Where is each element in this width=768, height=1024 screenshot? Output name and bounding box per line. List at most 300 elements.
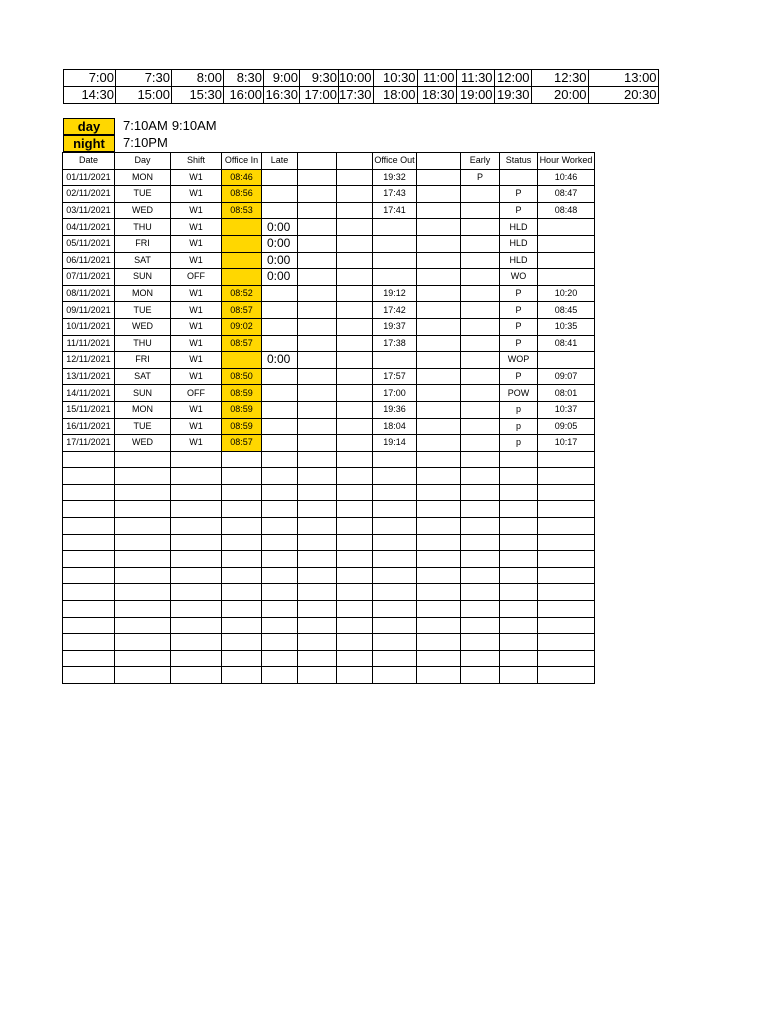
cell-day[interactable]: FRI xyxy=(115,352,171,369)
time-cell[interactable]: 18:00 xyxy=(373,87,417,104)
cell-office-out[interactable] xyxy=(373,252,417,269)
time-cell[interactable]: 12:30 xyxy=(531,70,588,87)
empty-cell[interactable] xyxy=(500,650,538,667)
cell-late[interactable] xyxy=(262,285,298,302)
cell-office-in[interactable] xyxy=(222,269,262,286)
empty-cell[interactable] xyxy=(115,584,171,601)
cell-blank-1[interactable] xyxy=(298,435,337,452)
time-cell[interactable]: 18:30 xyxy=(417,87,456,104)
time-cell[interactable]: 7:00 xyxy=(64,70,116,87)
empty-cell[interactable] xyxy=(500,667,538,684)
empty-cell[interactable] xyxy=(262,551,298,568)
cell-late[interactable] xyxy=(262,385,298,402)
cell-blank-3[interactable] xyxy=(417,285,461,302)
empty-cell[interactable] xyxy=(115,634,171,651)
cell-day[interactable]: TUE xyxy=(115,418,171,435)
empty-cell[interactable] xyxy=(373,667,417,684)
empty-cell[interactable] xyxy=(417,567,461,584)
cell-day[interactable]: TUE xyxy=(115,302,171,319)
cell-office-out[interactable]: 19:14 xyxy=(373,435,417,452)
empty-cell[interactable] xyxy=(538,451,595,468)
cell-early[interactable] xyxy=(461,401,500,418)
cell-blank-2[interactable] xyxy=(337,335,373,352)
empty-cell[interactable] xyxy=(115,650,171,667)
cell-blank-3[interactable] xyxy=(417,418,461,435)
empty-cell[interactable] xyxy=(461,567,500,584)
empty-cell[interactable] xyxy=(417,484,461,501)
empty-cell[interactable] xyxy=(417,534,461,551)
empty-cell[interactable] xyxy=(373,451,417,468)
empty-cell[interactable] xyxy=(63,617,115,634)
cell-date[interactable]: 15/11/2021 xyxy=(63,401,115,418)
empty-cell[interactable] xyxy=(222,617,262,634)
empty-cell[interactable] xyxy=(115,501,171,518)
empty-cell[interactable] xyxy=(538,667,595,684)
cell-blank-1[interactable] xyxy=(298,202,337,219)
cell-hours-worked[interactable]: 08:45 xyxy=(538,302,595,319)
cell-blank-3[interactable] xyxy=(417,318,461,335)
cell-blank-2[interactable] xyxy=(337,435,373,452)
cell-blank-2[interactable] xyxy=(337,418,373,435)
empty-cell[interactable] xyxy=(538,601,595,618)
empty-cell[interactable] xyxy=(373,617,417,634)
cell-blank-1[interactable] xyxy=(298,219,337,236)
cell-hours-worked[interactable] xyxy=(538,235,595,252)
cell-early[interactable] xyxy=(461,269,500,286)
cell-day[interactable]: SAT xyxy=(115,252,171,269)
empty-cell[interactable] xyxy=(461,451,500,468)
cell-hours-worked[interactable]: 10:37 xyxy=(538,401,595,418)
header-day[interactable]: Day xyxy=(115,153,171,170)
empty-cell[interactable] xyxy=(337,617,373,634)
empty-cell[interactable] xyxy=(63,534,115,551)
empty-cell[interactable] xyxy=(373,567,417,584)
cell-date[interactable]: 17/11/2021 xyxy=(63,435,115,452)
shift-day-end[interactable]: 9:10AM xyxy=(171,118,217,133)
empty-cell[interactable] xyxy=(500,484,538,501)
cell-status[interactable]: P xyxy=(500,186,538,203)
cell-late[interactable] xyxy=(262,418,298,435)
cell-early[interactable] xyxy=(461,186,500,203)
cell-office-out[interactable]: 17:38 xyxy=(373,335,417,352)
empty-cell[interactable] xyxy=(222,518,262,535)
cell-early[interactable]: P xyxy=(461,169,500,186)
cell-office-in[interactable]: 09:02 xyxy=(222,318,262,335)
empty-cell[interactable] xyxy=(171,567,222,584)
cell-blank-3[interactable] xyxy=(417,401,461,418)
empty-cell[interactable] xyxy=(417,468,461,485)
cell-shift[interactable]: W1 xyxy=(171,186,222,203)
empty-cell[interactable] xyxy=(222,468,262,485)
cell-blank-2[interactable] xyxy=(337,401,373,418)
cell-blank-1[interactable] xyxy=(298,186,337,203)
cell-shift[interactable]: W1 xyxy=(171,418,222,435)
empty-cell[interactable] xyxy=(115,484,171,501)
empty-cell[interactable] xyxy=(298,551,337,568)
empty-cell[interactable] xyxy=(500,601,538,618)
cell-late[interactable]: 0:00 xyxy=(262,235,298,252)
cell-shift[interactable]: W1 xyxy=(171,401,222,418)
empty-cell[interactable] xyxy=(222,534,262,551)
empty-cell[interactable] xyxy=(461,584,500,601)
cell-date[interactable]: 13/11/2021 xyxy=(63,368,115,385)
empty-cell[interactable] xyxy=(298,518,337,535)
empty-cell[interactable] xyxy=(298,468,337,485)
cell-late[interactable] xyxy=(262,401,298,418)
empty-cell[interactable] xyxy=(63,567,115,584)
cell-early[interactable] xyxy=(461,435,500,452)
time-cell[interactable]: 16:00 xyxy=(224,87,264,104)
cell-office-out[interactable]: 19:32 xyxy=(373,169,417,186)
cell-late[interactable] xyxy=(262,368,298,385)
cell-status[interactable]: p xyxy=(500,418,538,435)
cell-blank-3[interactable] xyxy=(417,186,461,203)
cell-office-out[interactable]: 17:00 xyxy=(373,385,417,402)
empty-cell[interactable] xyxy=(262,584,298,601)
cell-hours-worked[interactable] xyxy=(538,219,595,236)
cell-date[interactable]: 12/11/2021 xyxy=(63,352,115,369)
empty-cell[interactable] xyxy=(337,567,373,584)
empty-cell[interactable] xyxy=(337,634,373,651)
shift-day-label[interactable]: day xyxy=(63,118,115,135)
empty-cell[interactable] xyxy=(63,634,115,651)
empty-cell[interactable] xyxy=(222,601,262,618)
empty-cell[interactable] xyxy=(373,634,417,651)
cell-shift[interactable]: W1 xyxy=(171,202,222,219)
cell-office-in[interactable]: 08:52 xyxy=(222,285,262,302)
empty-cell[interactable] xyxy=(373,534,417,551)
cell-office-out[interactable]: 17:57 xyxy=(373,368,417,385)
empty-cell[interactable] xyxy=(373,484,417,501)
empty-cell[interactable] xyxy=(337,518,373,535)
cell-office-in[interactable]: 08:57 xyxy=(222,302,262,319)
cell-late[interactable] xyxy=(262,435,298,452)
cell-day[interactable]: WED xyxy=(115,318,171,335)
cell-blank-2[interactable] xyxy=(337,385,373,402)
cell-office-in[interactable]: 08:50 xyxy=(222,368,262,385)
time-cell[interactable]: 19:30 xyxy=(494,87,531,104)
time-cell[interactable]: 11:30 xyxy=(456,70,494,87)
empty-cell[interactable] xyxy=(500,584,538,601)
cell-blank-3[interactable] xyxy=(417,335,461,352)
cell-hours-worked[interactable]: 09:05 xyxy=(538,418,595,435)
cell-office-out[interactable]: 17:43 xyxy=(373,186,417,203)
empty-cell[interactable] xyxy=(373,501,417,518)
empty-cell[interactable] xyxy=(171,634,222,651)
cell-blank-3[interactable] xyxy=(417,435,461,452)
empty-cell[interactable] xyxy=(337,451,373,468)
time-cell[interactable]: 17:00 xyxy=(300,87,339,104)
cell-date[interactable]: 09/11/2021 xyxy=(63,302,115,319)
cell-early[interactable] xyxy=(461,318,500,335)
cell-office-out[interactable] xyxy=(373,219,417,236)
cell-status[interactable]: WOP xyxy=(500,352,538,369)
cell-shift[interactable]: W1 xyxy=(171,285,222,302)
cell-blank-2[interactable] xyxy=(337,352,373,369)
empty-cell[interactable] xyxy=(298,617,337,634)
empty-cell[interactable] xyxy=(337,534,373,551)
cell-office-in[interactable] xyxy=(222,219,262,236)
cell-date[interactable]: 08/11/2021 xyxy=(63,285,115,302)
empty-cell[interactable] xyxy=(461,534,500,551)
cell-hours-worked[interactable]: 09:07 xyxy=(538,368,595,385)
cell-hours-worked[interactable] xyxy=(538,252,595,269)
empty-cell[interactable] xyxy=(417,501,461,518)
time-cell[interactable]: 19:00 xyxy=(456,87,494,104)
cell-blank-3[interactable] xyxy=(417,235,461,252)
cell-office-out[interactable]: 17:42 xyxy=(373,302,417,319)
empty-cell[interactable] xyxy=(373,584,417,601)
cell-blank-2[interactable] xyxy=(337,318,373,335)
cell-late[interactable] xyxy=(262,318,298,335)
cell-late[interactable]: 0:00 xyxy=(262,352,298,369)
cell-date[interactable]: 01/11/2021 xyxy=(63,169,115,186)
cell-hours-worked[interactable]: 10:35 xyxy=(538,318,595,335)
cell-blank-3[interactable] xyxy=(417,169,461,186)
cell-hours-worked[interactable] xyxy=(538,352,595,369)
cell-day[interactable]: MON xyxy=(115,285,171,302)
empty-cell[interactable] xyxy=(171,468,222,485)
empty-cell[interactable] xyxy=(115,534,171,551)
cell-shift[interactable]: W1 xyxy=(171,435,222,452)
empty-cell[interactable] xyxy=(461,551,500,568)
cell-office-out[interactable]: 17:41 xyxy=(373,202,417,219)
cell-blank-1[interactable] xyxy=(298,302,337,319)
time-cell[interactable]: 16:30 xyxy=(265,87,298,102)
cell-blank-2[interactable] xyxy=(337,252,373,269)
empty-cell[interactable] xyxy=(337,501,373,518)
cell-shift[interactable]: W1 xyxy=(171,302,222,319)
empty-cell[interactable] xyxy=(538,551,595,568)
cell-office-in[interactable]: 08:53 xyxy=(222,202,262,219)
cell-status[interactable] xyxy=(500,169,538,186)
shift-night-label[interactable]: night xyxy=(63,135,115,152)
empty-cell[interactable] xyxy=(115,468,171,485)
cell-hours-worked[interactable] xyxy=(538,269,595,286)
empty-cell[interactable] xyxy=(298,650,337,667)
empty-cell[interactable] xyxy=(171,534,222,551)
cell-blank-1[interactable] xyxy=(298,352,337,369)
empty-cell[interactable] xyxy=(461,617,500,634)
cell-office-out[interactable] xyxy=(373,235,417,252)
cell-date[interactable]: 16/11/2021 xyxy=(63,418,115,435)
empty-cell[interactable] xyxy=(262,468,298,485)
cell-late[interactable] xyxy=(262,335,298,352)
cell-shift[interactable]: W1 xyxy=(171,318,222,335)
empty-cell[interactable] xyxy=(538,468,595,485)
cell-hours-worked[interactable]: 08:47 xyxy=(538,186,595,203)
empty-cell[interactable] xyxy=(461,601,500,618)
cell-early[interactable] xyxy=(461,335,500,352)
empty-cell[interactable] xyxy=(461,650,500,667)
cell-early[interactable] xyxy=(461,202,500,219)
cell-status[interactable]: P xyxy=(500,302,538,319)
cell-date[interactable]: 04/11/2021 xyxy=(63,219,115,236)
empty-cell[interactable] xyxy=(500,617,538,634)
cell-late[interactable] xyxy=(262,302,298,319)
empty-cell[interactable] xyxy=(461,468,500,485)
cell-day[interactable]: MON xyxy=(115,169,171,186)
cell-office-in[interactable]: 08:57 xyxy=(222,435,262,452)
cell-blank-1[interactable] xyxy=(298,401,337,418)
empty-cell[interactable] xyxy=(538,501,595,518)
cell-late[interactable] xyxy=(262,202,298,219)
empty-cell[interactable] xyxy=(461,667,500,684)
empty-cell[interactable] xyxy=(171,518,222,535)
cell-blank-2[interactable] xyxy=(337,202,373,219)
empty-cell[interactable] xyxy=(115,551,171,568)
empty-cell[interactable] xyxy=(63,601,115,618)
cell-date[interactable]: 14/11/2021 xyxy=(63,385,115,402)
empty-cell[interactable] xyxy=(63,584,115,601)
empty-cell[interactable] xyxy=(222,501,262,518)
cell-late[interactable] xyxy=(262,169,298,186)
cell-office-in[interactable]: 08:46 xyxy=(222,169,262,186)
cell-late[interactable]: 0:00 xyxy=(262,252,298,269)
cell-blank-2[interactable] xyxy=(337,219,373,236)
header-late[interactable]: Late xyxy=(262,153,298,170)
header-early[interactable]: Early xyxy=(461,153,500,170)
cell-shift[interactable]: OFF xyxy=(171,269,222,286)
empty-cell[interactable] xyxy=(373,551,417,568)
empty-cell[interactable] xyxy=(171,584,222,601)
cell-status[interactable]: HLD xyxy=(500,219,538,236)
cell-office-in[interactable]: 08:57 xyxy=(222,335,262,352)
cell-status[interactable]: POW xyxy=(500,385,538,402)
empty-cell[interactable] xyxy=(298,601,337,618)
cell-hours-worked[interactable]: 08:01 xyxy=(538,385,595,402)
empty-cell[interactable] xyxy=(500,468,538,485)
cell-blank-2[interactable] xyxy=(337,235,373,252)
cell-blank-1[interactable] xyxy=(298,235,337,252)
cell-office-in[interactable]: 08:56 xyxy=(222,186,262,203)
cell-hours-worked[interactable]: 10:20 xyxy=(538,285,595,302)
cell-hours-worked[interactable]: 08:41 xyxy=(538,335,595,352)
cell-shift[interactable]: W1 xyxy=(171,335,222,352)
empty-cell[interactable] xyxy=(222,584,262,601)
cell-office-out[interactable]: 19:37 xyxy=(373,318,417,335)
cell-shift[interactable]: W1 xyxy=(171,219,222,236)
cell-day[interactable]: SUN xyxy=(115,385,171,402)
cell-day[interactable]: THU xyxy=(115,335,171,352)
cell-status[interactable]: P xyxy=(500,335,538,352)
empty-cell[interactable] xyxy=(538,518,595,535)
empty-cell[interactable] xyxy=(337,484,373,501)
cell-early[interactable] xyxy=(461,252,500,269)
cell-office-in[interactable]: 08:59 xyxy=(222,418,262,435)
shift-day-start[interactable]: 7:10AM xyxy=(123,118,168,133)
cell-date[interactable]: 11/11/2021 xyxy=(63,335,115,352)
cell-office-in[interactable]: 08:59 xyxy=(222,401,262,418)
empty-cell[interactable] xyxy=(373,601,417,618)
cell-status[interactable]: p xyxy=(500,435,538,452)
header-hours-worked[interactable]: Hour Worked xyxy=(538,153,595,170)
cell-early[interactable] xyxy=(461,235,500,252)
empty-cell[interactable] xyxy=(115,451,171,468)
empty-cell[interactable] xyxy=(262,567,298,584)
empty-cell[interactable] xyxy=(262,634,298,651)
empty-cell[interactable] xyxy=(222,484,262,501)
cell-day[interactable]: WED xyxy=(115,202,171,219)
empty-cell[interactable] xyxy=(222,634,262,651)
empty-cell[interactable] xyxy=(115,617,171,634)
time-cell[interactable]: 14:30 xyxy=(64,87,116,104)
empty-cell[interactable] xyxy=(171,451,222,468)
cell-late[interactable] xyxy=(262,186,298,203)
time-cell[interactable]: 15:00 xyxy=(116,87,172,104)
cell-blank-2[interactable] xyxy=(337,169,373,186)
empty-cell[interactable] xyxy=(373,468,417,485)
empty-cell[interactable] xyxy=(171,501,222,518)
empty-cell[interactable] xyxy=(262,501,298,518)
empty-cell[interactable] xyxy=(461,518,500,535)
cell-office-in[interactable] xyxy=(222,352,262,369)
empty-cell[interactable] xyxy=(171,484,222,501)
shift-night-start[interactable]: 7:10PM xyxy=(123,135,168,150)
empty-cell[interactable] xyxy=(461,501,500,518)
cell-early[interactable] xyxy=(461,368,500,385)
empty-cell[interactable] xyxy=(417,634,461,651)
cell-office-out[interactable] xyxy=(373,269,417,286)
cell-hours-worked[interactable]: 10:46 xyxy=(538,169,595,186)
cell-early[interactable] xyxy=(461,352,500,369)
empty-cell[interactable] xyxy=(63,468,115,485)
cell-date[interactable]: 10/11/2021 xyxy=(63,318,115,335)
cell-shift[interactable]: W1 xyxy=(171,368,222,385)
empty-cell[interactable] xyxy=(171,650,222,667)
empty-cell[interactable] xyxy=(63,451,115,468)
time-cell[interactable]: 12:00 xyxy=(494,70,531,87)
time-cell[interactable]: 11:00 xyxy=(417,70,456,87)
cell-blank-3[interactable] xyxy=(417,352,461,369)
empty-cell[interactable] xyxy=(538,484,595,501)
empty-cell[interactable] xyxy=(222,650,262,667)
cell-late[interactable]: 0:00 xyxy=(262,269,298,286)
empty-cell[interactable] xyxy=(337,650,373,667)
time-cell[interactable]: 10:00 xyxy=(339,70,372,85)
empty-cell[interactable] xyxy=(538,584,595,601)
empty-cell[interactable] xyxy=(63,667,115,684)
cell-blank-1[interactable] xyxy=(298,285,337,302)
empty-cell[interactable] xyxy=(417,617,461,634)
empty-cell[interactable] xyxy=(298,534,337,551)
cell-blank-1[interactable] xyxy=(298,335,337,352)
cell-blank-1[interactable] xyxy=(298,368,337,385)
empty-cell[interactable] xyxy=(337,667,373,684)
time-cell[interactable]: 20:30 xyxy=(588,87,658,104)
cell-date[interactable]: 06/11/2021 xyxy=(63,252,115,269)
empty-cell[interactable] xyxy=(222,567,262,584)
cell-blank-3[interactable] xyxy=(417,269,461,286)
empty-cell[interactable] xyxy=(417,451,461,468)
empty-cell[interactable] xyxy=(337,468,373,485)
cell-status[interactable]: P xyxy=(500,368,538,385)
empty-cell[interactable] xyxy=(417,601,461,618)
empty-cell[interactable] xyxy=(115,518,171,535)
cell-early[interactable] xyxy=(461,285,500,302)
time-cell[interactable]: 10:30 xyxy=(373,70,417,87)
empty-cell[interactable] xyxy=(298,567,337,584)
cell-blank-2[interactable] xyxy=(337,302,373,319)
cell-blank-1[interactable] xyxy=(298,418,337,435)
empty-cell[interactable] xyxy=(500,501,538,518)
cell-hours-worked[interactable]: 08:48 xyxy=(538,202,595,219)
time-cell[interactable]: 20:00 xyxy=(531,87,588,104)
empty-cell[interactable] xyxy=(63,484,115,501)
cell-hours-worked[interactable]: 10:17 xyxy=(538,435,595,452)
cell-blank-3[interactable] xyxy=(417,368,461,385)
cell-shift[interactable]: W1 xyxy=(171,235,222,252)
